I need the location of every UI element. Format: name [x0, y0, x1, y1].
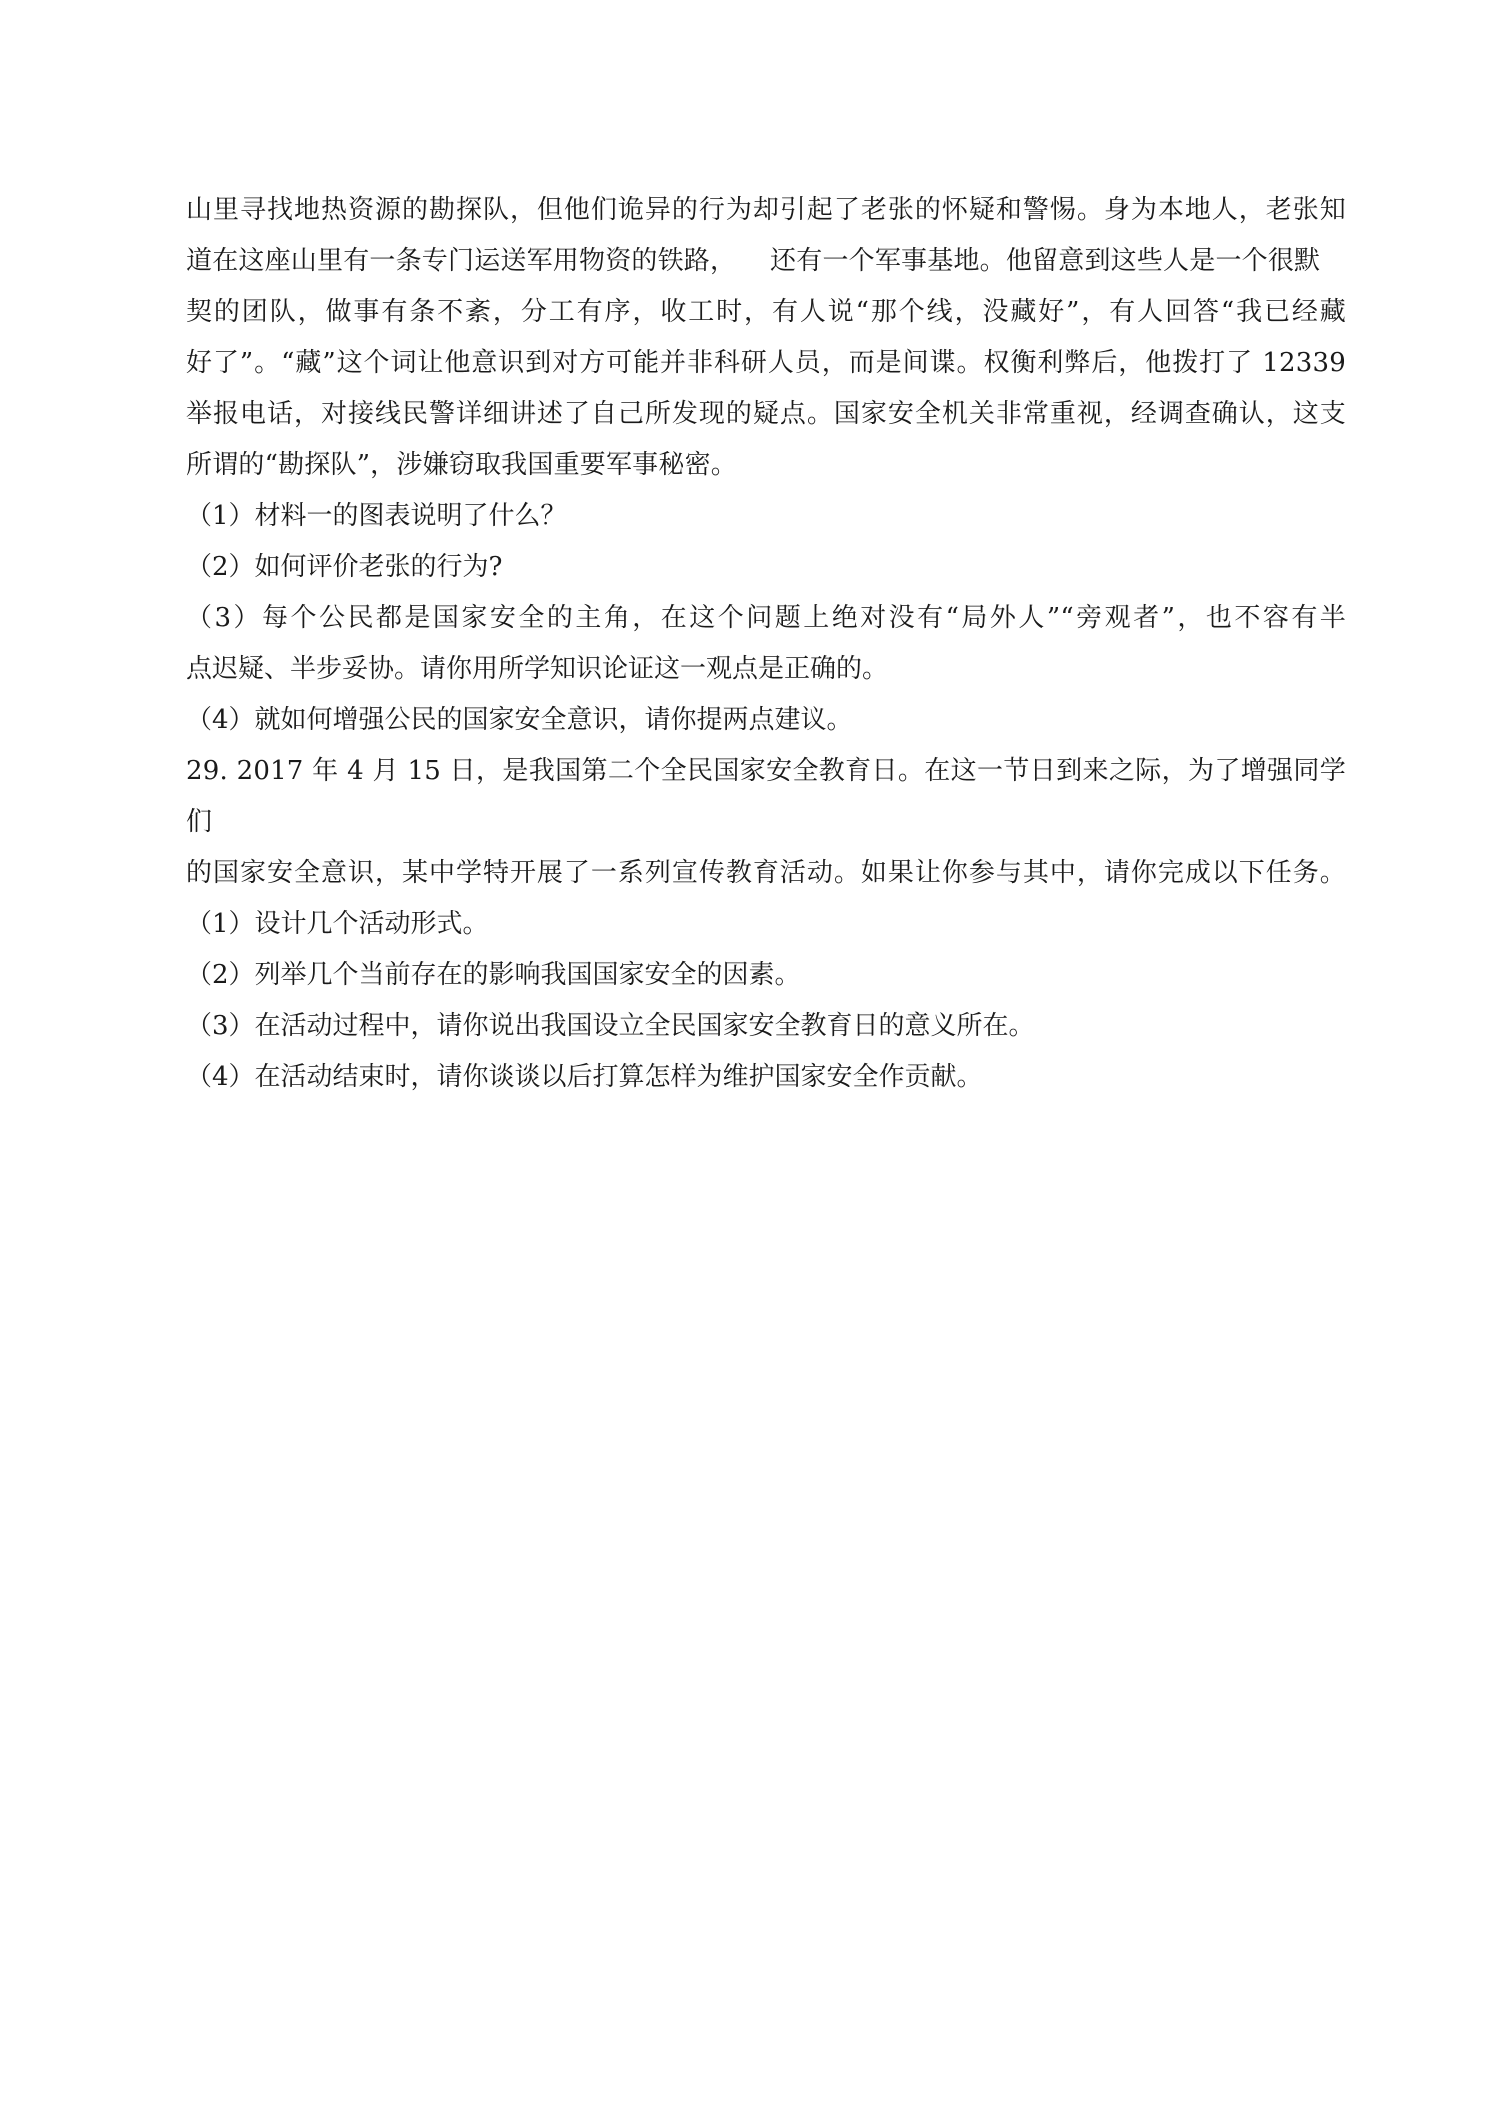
q29-stem-line1: 29. 2017 年 4 月 15 日，是我国第二个全民国家安全教育日。在这一节日到来之际，为了增强同学们 — [186, 756, 1346, 837]
paragraph-line: 好了”。“藏”这个词让他意识到对方可能并非科研人员，而是间谍。权衡利弊后，他拨打了 12339 — [186, 348, 1346, 378]
material-two-paragraph — [186, 185, 1346, 491]
q28-sub4: （4）就如何增强公民的国家安全意识，请你提两点建议。 — [186, 705, 853, 735]
q29-stem-line2: 的国家安全意识，某中学特开展了一系列宣传教育活动。如果让你参与其中，请你完成以下任务。 — [186, 858, 1346, 888]
paragraph-line: 所谓的“勘探队”，涉嫌窃取我国重要军事秘密。 — [186, 450, 737, 480]
q29-sub4: （4）在活动结束时，请你谈谈以后打算怎样为维护国家安全作贡献。 — [186, 1062, 983, 1092]
paragraph-line: 道在这座山里有一条专门运送军用物资的铁路， 还有一个军事基地。他留意到这些人是一个很默 — [186, 246, 1321, 276]
q28-sub3-line2: 点迟疑、半步妥协。请你用所学知识论证这一观点是正确的。 — [186, 654, 889, 684]
paragraph-line: 山里寻找地热资源的勘探队，但他们诡异的行为却引起了老张的怀疑和警惕。身为本地人，老张知 — [186, 195, 1346, 225]
q28-sub3-line1: （3）每个公民都是国家安全的主角，在这个问题上绝对没有“局外人”“旁观者”，也不容有半 — [186, 603, 1346, 633]
q29-sub3: （3）在活动过程中，请你说出我国设立全民国家安全教育日的意义所在。 — [186, 1011, 1035, 1041]
question-29 — [186, 746, 1346, 1103]
paragraph-line: 举报电话，对接线民警详细讲述了自己所发现的疑点。国家安全机关非常重视，经调查确认，这支 — [186, 399, 1346, 429]
q29-sub1: （1）设计几个活动形式。 — [186, 909, 489, 939]
question-28-subquestions — [186, 491, 1346, 746]
paragraph-line: 契的团队，做事有条不紊，分工有序，收工时，有人说“那个线，没藏好”，有人回答“我已经藏 — [186, 297, 1346, 327]
document-page — [186, 185, 1346, 1103]
q28-sub2: （2）如何评价老张的行为? — [186, 552, 503, 582]
q29-sub2: （2）列举几个当前存在的影响我国国家安全的因素。 — [186, 960, 801, 990]
q28-sub1: （1）材料一的图表说明了什么？ — [186, 501, 567, 531]
